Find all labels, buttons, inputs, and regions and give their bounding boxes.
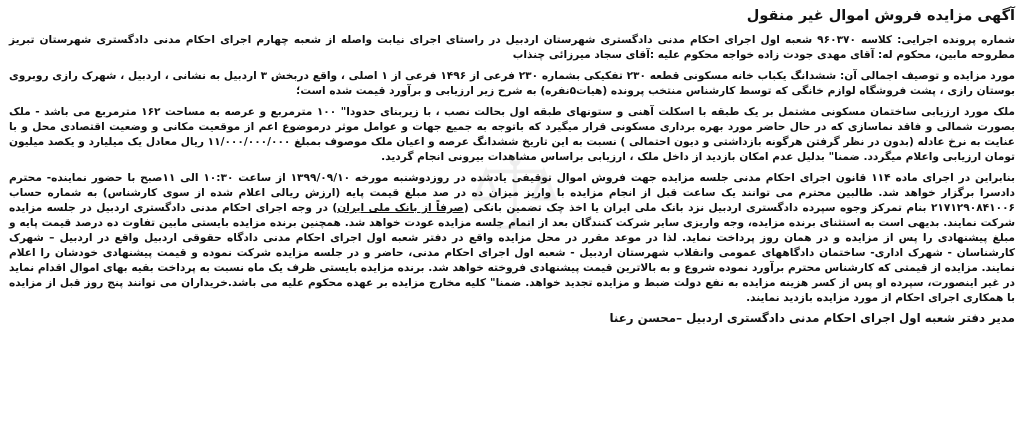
signature-line: مدیر دفتر شعبه اول اجرای احکام مدنی دادگستری اردبیل –محسن رعنا <box>609 311 1015 325</box>
notice-title: آگهی مزایده فروش اموال غیر منقول <box>746 8 1015 24</box>
subject-paragraph: مورد مزایده و توصیف اجمالی آن: ششدانگ یکباب خانه مسکونی قطعه ۲۳۰ تفکیکی بشماره ۲۳۰ فرعی از ۱۴۹۶ فرعی از ۱ اصلی ، واقع دربخش ۳ اردبیل به نشانی ، اردبیل ، شهرک رازی روبروی بوستان رازی ، پشت فروشگاه لوازم خانگی که توسط کارشناس منتخب پرونده (هیات۵نفره) به شرح زیر ارزیابی و برآورد قیمت شده است؛ <box>9 70 1015 97</box>
auction-text-part-2: ) در وجه اجرای احکام مدنی دادگستری اردبیل در جلسه مزایده شرکت نمایند. بدیهی است به استثنای برنده مزایده، وجه واریزی سایر شرکت کنندگان بعد از اتمام جلسه مزایده عودت خواهد شد. همچنین برنده مزایده بایستی مابین تفاوت ده درصد قیمت پایه و مبلغ پیشنهادی را پس از مزایده و در همان روز پرداخت نماید. لذا در موعد مقرر در محل مزایده واقع در دفتر شعبه اول اجرای احکام مدنی دادگاه حقوقی اردبیل واقع در اردبیل – شهرک کارشناسان - شهرک اداری- ساختمان دادگاههای عمومی وانقلاب شهرستان اردبیل - شعبه اول اجرای احکام مدنی، حاضر و در جلسه مزایده شرکت نموده و قیمت پیشنهادی خودشان را اعلام نمایند. مزایده از قیمتی که کارشناس محترم برآورد نموده شروع و به بالاترین قیمت پیشنهادی فروخته خواهد شد. برنده مزایده بایستی ظرف یک ماه نسبت به پرداخت بقیه بهای اموال اقدام نماید در غیر اینصورت، سپرده او پس از کسر هزینه مزایده به نفع دولت ضبط و مزایده تجدید خواهد. ضمنا" کلیه مخارج مزایده بر عهده محکوم علیه می باشد.خریداران می توانند پنج روز قبل از مزایده با همکاری اجرای احکام از مورد مزایده بازدید نمایند. <box>9 202 1015 304</box>
auction-text-part-1: بنابراین در اجرای ماده ۱۱۴ قانون اجرای احکام مدنی جلسه مزایده جهت فروش اموال توقیفی یادشده در روزدوشنبه مورخه ۱۳۹۹/۰۹/۱۰ از ساعت ۱۰:۳۰ الی ۱۱صبح با حضور نماینده- محترم دادسرا برگزار خواهد شد. طالبین محترم می توانند یک ساعت قبل از انجام مزایده با واریز میزان ده در صد مبلغ قیمت پایه (ارزش ریالی اعلام شده از سوی کارشناس) به شماره حساب ۲۱۷۱۲۹۰۸۴۱۰۰۶ بنام تمرکز وجوه سپرده دادگستری اردبیل نزد بانک ملی ایران یا اخذ چک تضمین بانکی ( <box>9 172 1015 214</box>
case-paragraph: شماره پرونده اجرایی: کلاسه ۹۶۰۳۷۰ شعبه اول اجرای احکام مدنی دادگستری شهرستان اردبیل در راستای اجرای نیابت واصله از شعبه چهارم اجرای احکام مدنی دادگستری شهرستان تبریز مطروحه مابین، محکوم له: آقای مهدی جودت زاده خواجه محکوم علیه :آقای سجاد میرزائی چنذاب <box>9 34 1016 61</box>
description-paragraph: ملک مورد ارزیابی ساختمان مسکونی مشتمل بر یک طبقه با اسکلت آهنی و ستونهای طبقه اول بحالت نصب ، با زیربنای حدودا" ۱۰۰ مترمربع و عرصه به مساحت ۱۶۲ مترمربع می باشد - ملک بصورت شمالی و فاقد نماسازی که در حال حاضر مورد بهره برداری مسکونی قرار میگیرد که باتوجه به جمیع جهات و عوامل موثر درموضوع اعم از موقعیت مکانی و وضعیت اقتصادی محل و با عنایت به نرخ عادله (بدون در نظر گرفتن هرگونه بازداشتی و دیون احتمالی ) نسبت به این تاریخ ششدانگ عرصه و اعیان ملک موصوف بمبلغ ۱۱/۰۰۰/۰۰۰/۰۰۰ ریال معادل یک میلیارد و یکصد میلیون تومان ارزیابی واعلام میگردد. ضمنا" بدلیل عدم امکان بازدید از داخل ملک ، ارزیابی براساس مشاهدات بیرونی انجام گردید. <box>9 106 1016 163</box>
scales-of-justice-icon <box>470 150 560 240</box>
bank-requirement-underlined: صرفاً از بانک ملی ایران <box>337 202 464 214</box>
